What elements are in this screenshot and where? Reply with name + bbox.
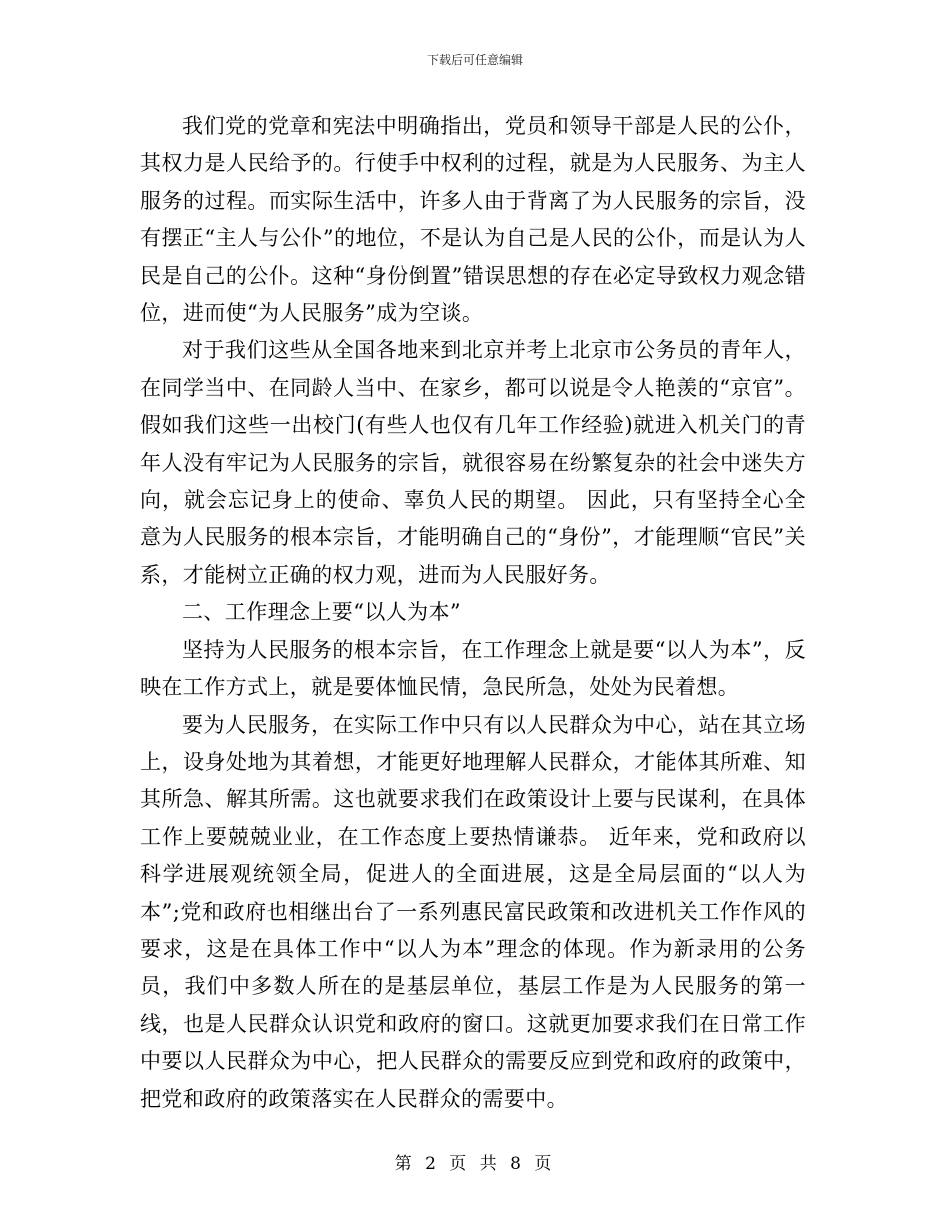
- paragraph-young-civil-servants: 对于我们这些从全国各地来到北京并考上北京市公务员的青年人，在同学当中、在同龄人当中、在家乡，都可以说是令人艳羡的“京官”。假如我们这些一出校门(有些人也仅有几年工作经验)就进入机关门的青年人没有牢记为人民服务的宗旨，就很容易在纷繁复杂的社会中迷失方向，就会忘记身上的使命、辜负人民的期望。 因此，只有坚持全心全意为人民服务的根本宗旨，才能明确自己的“身份”，才能理顺“官民”关系，才能树立正确的权力观，进而为人民服好务。: [140, 338, 806, 587]
- document-body: [140, 108, 806, 1118]
- paragraph-serve-the-people: 要为人民服务，在实际工作中只有以人民群众为中心，站在其立场上，设身处地为其着想，才能更好地理解人民群众，才能体其所难、知其所急、解其所需。这也就要求我们在政策设计上要与民谋利，在具体工作上要兢兢业业，在工作态度上要热情谦恭。 近年来，党和政府以科学进展观统领全局，促进人的全面进展，这是全局层面的“以人为本”;党和政府也相继出台了一系列惠民富民政策和改进机关工作作风的要求，这是在具体工作中“以人为本”理念的体现。作为新录用的公务员，我们中多数人所在的是基层单位，基层工作是为人民服务的第一线，也是人民群众认识党和政府的窗口。这就更加要求我们在日常工作中要以人民群众为中心，把人民群众的需要反应到党和政府的政策中，把党和政府的政策落实在人民群众的需要中。: [140, 712, 806, 1111]
- section-heading-people-first: 二、工作理念上要“以人为本”: [182, 600, 462, 625]
- paragraph-people-first-concept: 坚持为人民服务的根本宗旨，在工作理念上就是要“以人为本”，反映在工作方式上，就是要体恤民情，急民所急，处处为民着想。: [140, 637, 806, 700]
- page-number: 第 2 页 共 8 页: [394, 1154, 556, 1174]
- page-header-note: 下载后可任意编辑: [426, 53, 523, 67]
- paragraph-party-constitution: 我们党的党章和宪法中明确指出，党员和领导干部是人民的公仆，其权力是人民给予的。行使手中权利的过程，就是为人民服务、为主人服务的过程。而实际生活中，许多人由于背离了为人民服务的宗旨，没有摆正“主人与公仆”的地位，不是认为自己是人民的公仆，而是认为人民是自己的公仆。这种“身份倒置”错误思想的存在必定导致权力观念错位，进而使“为人民服务”成为空谈。: [140, 114, 806, 326]
